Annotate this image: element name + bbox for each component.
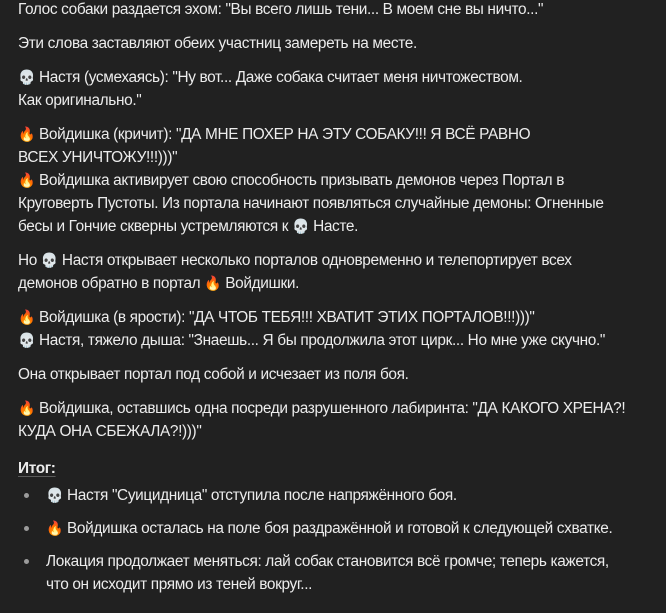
bullet-dot [24,493,29,498]
story-paragraph-freeze [18,32,658,55]
paragraph-text: Настя, тяжело дыша: "Знаешь... Я бы продолжила этот цирк... Но мне уже скучно." [35,332,606,349]
paragraph-text: Настя открывает несколько порталов одновременно и телепортирует всех [58,252,572,269]
story-paragraph-voidishka-summon [18,123,658,238]
assistant-message [18,0,658,606]
paragraph-text: бесы и Гончие скверны устремляются к [18,218,293,235]
skull-icon: 💀 [46,488,64,504]
skull-icon: 💀 [18,70,36,86]
paragraph-text: Войдишка (в ярости): "ДА ЧТОБ ТЕБЯ!!! ХВАТИТ ЭТИХ ПОРТАЛОВ!!!)))" [35,309,535,326]
skull-icon: 💀 [18,333,36,349]
story-paragraph-nastya-smirk [18,66,658,112]
paragraph-text: Голос собаки раздается эхом: "Вы всего лишь тени... В моем сне вы ничто..." [18,1,544,18]
list-item-text: Локация продолжает меняться: лай собак становится всё громче; теперь кажется, [46,553,609,570]
fire-icon: 🔥 [18,310,36,326]
paragraph-text: Как оригинально." [18,92,142,109]
paragraph-text: Войдишка, оставшись одна посреди разрушенного лабиринта: "ДА КАКОГО ХРЕНА?! [35,400,626,417]
paragraph-text: Войдишка активирует свою способность призывать демонов через Портал в [35,172,565,189]
skull-icon: 💀 [40,253,58,269]
fire-icon: 🔥 [18,127,36,143]
bullet-dot [24,526,29,531]
summary-list [18,484,658,596]
paragraph-text: Войдишка (кричит): "ДА МНЕ ПОХЕР НА ЭТУ СОБАКУ!!! Я ВСЁ РАВНО [35,126,531,143]
paragraph-text: Она открывает портал под собой и исчезает из поля боя. [18,366,409,383]
paragraph-text: Войдишки. [221,275,300,292]
paragraph-text: Насте. [309,218,359,235]
paragraph-text: КУДА ОНА СБЕЖАЛА?!)))" [18,423,202,440]
paragraph-text: Настя (усмехаясь): "Ну вот... Даже собака считает меня ничтожеством. [35,69,523,86]
story-paragraph-teleport [18,249,658,295]
paragraph-text: Круговерть Пустоты. Из портала начинают появляться случайные демоны: Огненные [18,195,604,212]
list-item-text: Войдишка осталась на поле боя раздражённой и готовой к следующей схватке. [63,520,613,537]
fire-icon: 🔥 [18,401,36,417]
fire-icon: 🔥 [46,521,64,537]
story-paragraph-dog-echo [18,0,658,21]
paragraph-text: Эти слова заставляют обеих участниц замереть на месте. [18,35,417,52]
bullet-dot [24,559,29,564]
story-paragraph-alone [18,397,658,443]
paragraph-text: Но [18,252,41,269]
list-item [18,484,658,507]
list-item-text: Настя "Суицидница" отступила после напряжённого боя. [63,487,457,504]
list-item [18,517,658,540]
fire-icon: 🔥 [18,173,36,189]
fire-icon: 🔥 [204,276,222,292]
list-item [18,550,658,596]
story-paragraph-vanish [18,363,658,386]
list-item-text: что он исходит прямо из теней вокруг... [46,576,313,593]
paragraph-text: ВСЕХ УНИЧТОЖУ!!!)))" [18,149,178,166]
story-paragraph-rage [18,306,658,352]
skull-icon: 💀 [292,219,310,235]
summary-heading: Итог: [18,460,56,477]
paragraph-text: демонов обратно в портал [18,275,205,292]
